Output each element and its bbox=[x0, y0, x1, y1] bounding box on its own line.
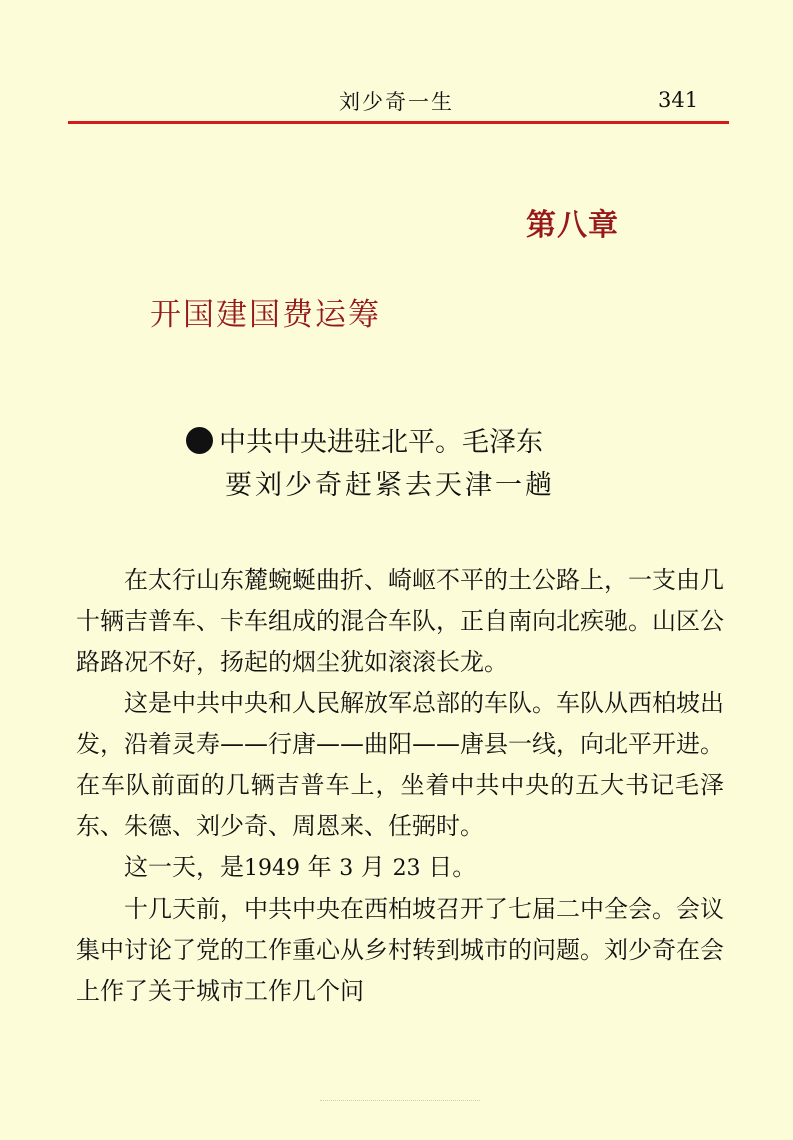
running-title: 刘少奇一生 bbox=[339, 90, 454, 114]
body-text bbox=[76, 560, 724, 1012]
paragraph-4: 十几天前，中共中央在西柏坡召开了七届二中全会。会议集中讨论了党的工作重心从乡村转到城市的问题。刘少奇在会上作了关于城市工作几个问 bbox=[76, 895, 724, 1005]
section-heading bbox=[186, 421, 555, 507]
date-year-unit: 年 bbox=[307, 853, 332, 881]
date-month: 3 bbox=[339, 856, 354, 881]
section-heading-line-1 bbox=[186, 421, 555, 464]
date-day: 23 bbox=[392, 856, 421, 881]
section-heading-text-1: 中共中央进驻北平。毛泽东 bbox=[219, 427, 543, 458]
chapter-title: 开国建国费运筹 bbox=[150, 297, 381, 333]
bullet-icon bbox=[186, 427, 213, 454]
header-rule bbox=[68, 121, 729, 124]
paragraph-2: 这是中共中央和人民解放军总部的车队。车队从西柏坡出发，沿着灵寿——行唐——曲阳——唐县一线，向北平开进。在车队前面的几辆吉普车上，坐着中共中央的五大书记毛泽东、朱德、刘少奇、周恩来、任弼时。 bbox=[76, 689, 724, 840]
paragraph-1: 在太行山东麓蜿蜒曲折、崎岖不平的土公路上，一支由几十辆吉普车、卡车组成的混合车队，正自南向北疾驰。山区公路路况不好，扬起的烟尘犹如滚滚长龙。 bbox=[76, 566, 724, 676]
footer-scan-noise bbox=[320, 1100, 480, 1103]
date-year: 1949 bbox=[244, 856, 300, 881]
chapter-label: 第八章 bbox=[526, 208, 619, 243]
date-day-unit: 日。 bbox=[428, 853, 477, 881]
section-heading-line-2: 要刘少奇赶紧去天津一趟 bbox=[225, 470, 555, 501]
paragraph-3 bbox=[76, 847, 724, 889]
date-prefix: 这一天，是 bbox=[124, 853, 244, 881]
date-month-unit: 月 bbox=[360, 853, 385, 881]
page-number: 341 bbox=[658, 88, 699, 112]
